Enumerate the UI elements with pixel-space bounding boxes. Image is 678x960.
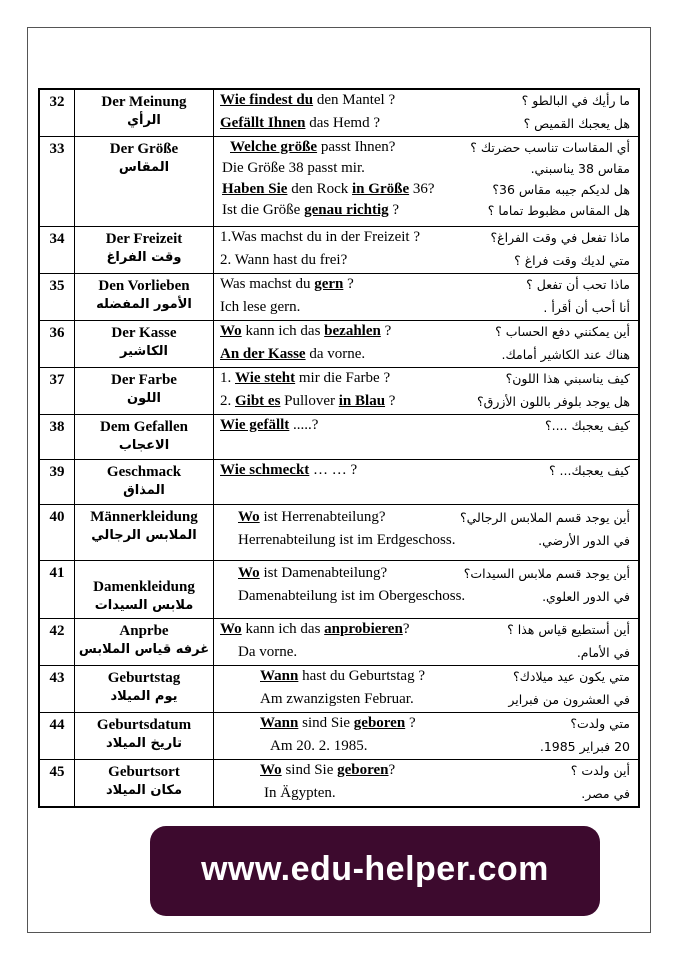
row-number: 42 bbox=[39, 619, 75, 666]
arabic-translation: أين ولدت ؟ bbox=[570, 763, 630, 778]
topic-german: Geschmack bbox=[106, 464, 182, 480]
sentence-text: 1. bbox=[220, 370, 235, 386]
topic-arabic: مكان الميلاد bbox=[105, 783, 182, 798]
row-number: 37 bbox=[39, 368, 75, 415]
sentence-text: ? bbox=[385, 393, 396, 409]
german-sentence bbox=[220, 229, 420, 246]
highlighted-phrase: Wo bbox=[260, 762, 282, 778]
vocab-row bbox=[39, 505, 639, 561]
example-line bbox=[214, 137, 638, 158]
arabic-translation: في الدور العلوي. bbox=[542, 589, 630, 604]
example-line bbox=[214, 619, 638, 642]
highlighted-phrase: Wo bbox=[220, 621, 242, 637]
topic-german: Männerkleidung bbox=[90, 509, 198, 525]
example-cell bbox=[214, 619, 640, 666]
highlighted-phrase: gern bbox=[314, 276, 344, 292]
topic-arabic: الكاشير bbox=[120, 344, 168, 359]
sentence-text: 2. bbox=[220, 393, 235, 409]
topic-arabic: الرأي bbox=[127, 113, 161, 128]
highlighted-phrase: bezahlen bbox=[324, 323, 381, 339]
sentence-text: 2. Wann hast du frei? bbox=[220, 252, 348, 268]
topic-arabic: تاريخ الميلاد bbox=[106, 736, 182, 751]
topic-cell bbox=[75, 666, 214, 713]
sentence-text: 36? bbox=[409, 181, 435, 197]
example-line bbox=[214, 297, 638, 320]
row-number: 39 bbox=[39, 460, 75, 505]
german-sentence bbox=[220, 417, 318, 434]
sentence-text: Herrenabteilung ist im Erdgeschoss. bbox=[238, 532, 456, 548]
sentence-text: .....? bbox=[289, 417, 319, 433]
example-cell bbox=[214, 666, 640, 713]
highlighted-phrase: Wie schmeckt bbox=[220, 462, 310, 478]
highlighted-phrase: Gefällt Ihnen bbox=[220, 115, 306, 131]
example-line bbox=[214, 415, 638, 438]
example-cell bbox=[214, 760, 640, 808]
row-number: 34 bbox=[39, 227, 75, 274]
german-sentence bbox=[220, 252, 347, 269]
vocab-row bbox=[39, 415, 639, 460]
sentence-text: kann ich das bbox=[241, 323, 325, 339]
german-sentence bbox=[230, 139, 395, 156]
arabic-translation: متي لديك وقت فراغ ؟ bbox=[514, 253, 630, 268]
arabic-translation: أين يوجد قسم الملابس الرجالي؟ bbox=[460, 510, 630, 525]
sentence-text: hast du Geburtstag ? bbox=[298, 668, 425, 684]
sentence-text: den Rock bbox=[287, 181, 353, 197]
topic-cell bbox=[75, 561, 214, 619]
topic-cell bbox=[75, 137, 214, 227]
sentence-text: ? bbox=[343, 276, 354, 292]
highlighted-phrase: genau richtig bbox=[304, 202, 389, 218]
highlighted-phrase: Wo bbox=[238, 565, 260, 581]
german-sentence bbox=[260, 715, 416, 732]
topic-german: Geburtstag bbox=[107, 670, 181, 686]
sentence-text: ? bbox=[405, 715, 416, 731]
row-number: 45 bbox=[39, 760, 75, 808]
arabic-translation: كيف يعجبك ....؟ bbox=[544, 418, 630, 433]
vocab-row bbox=[39, 713, 639, 760]
topic-german: Den Vorlieben bbox=[98, 278, 190, 294]
highlighted-phrase: geboren bbox=[337, 762, 389, 778]
vocab-row bbox=[39, 137, 639, 227]
arabic-translation: متي ولدت؟ bbox=[570, 716, 630, 731]
row-number: 40 bbox=[39, 505, 75, 561]
arabic-translation: أين أستطيع قياس هذا ؟ bbox=[507, 622, 630, 637]
website-url: www.edu-helper.com bbox=[201, 850, 549, 888]
arabic-translation: أين يمكنني دفع الحساب ؟ bbox=[495, 324, 630, 339]
sentence-text: sind Sie bbox=[281, 762, 338, 778]
row-number: 44 bbox=[39, 713, 75, 760]
example-cell bbox=[214, 274, 640, 321]
topic-arabic: الملابس الرجالي bbox=[91, 528, 197, 543]
german-sentence bbox=[222, 181, 435, 198]
sentence-text: ist Damenabteilung? bbox=[259, 565, 388, 581]
topic-german: Dem Gefallen bbox=[100, 419, 188, 435]
highlighted-phrase: anprobieren bbox=[324, 621, 403, 637]
example-line bbox=[214, 760, 638, 783]
german-sentence bbox=[222, 160, 365, 177]
german-sentence bbox=[220, 370, 390, 387]
vocab-row bbox=[39, 227, 639, 274]
example-cell bbox=[214, 561, 640, 619]
german-sentence bbox=[220, 346, 365, 363]
example-cell bbox=[214, 368, 640, 415]
sentence-text: ? bbox=[380, 323, 392, 339]
highlighted-phrase: Wie steht bbox=[235, 370, 296, 386]
german-sentence bbox=[220, 299, 300, 316]
german-sentence bbox=[238, 565, 387, 582]
highlighted-phrase: Wo bbox=[220, 323, 242, 339]
arabic-translation: في مصر. bbox=[581, 786, 630, 801]
highlighted-phrase: Welche größe bbox=[230, 139, 318, 155]
highlighted-phrase: in Größe bbox=[352, 181, 410, 197]
example-cell bbox=[214, 415, 640, 460]
example-line bbox=[214, 200, 638, 221]
arabic-translation: ما رأيك في البالطو ؟ bbox=[521, 93, 630, 108]
highlighted-phrase: in Blau bbox=[338, 393, 386, 409]
example-line bbox=[214, 563, 638, 586]
topic-cell bbox=[75, 227, 214, 274]
sentence-text: das Hemd ? bbox=[305, 115, 380, 131]
sentence-text: ist Herrenabteilung? bbox=[259, 509, 386, 525]
german-sentence bbox=[270, 738, 368, 755]
highlighted-phrase: Wo bbox=[238, 509, 260, 525]
example-line bbox=[214, 689, 638, 712]
topic-german: Der Meinung bbox=[101, 94, 187, 110]
arabic-translation: أي المقاسات تناسب حضرتك ؟ bbox=[470, 140, 630, 155]
topic-arabic: المقاس bbox=[118, 160, 170, 175]
sentence-text: kann ich das bbox=[241, 621, 325, 637]
arabic-translation: 20 فبراير 1985. bbox=[539, 739, 630, 754]
sentence-text: 1.Was machst du in der Freizeit ? bbox=[220, 229, 420, 245]
topic-arabic: اللون bbox=[127, 391, 161, 406]
vocab-row bbox=[39, 274, 639, 321]
topic-cell bbox=[75, 505, 214, 561]
topic-german: Damenkleidung bbox=[93, 579, 195, 595]
arabic-translation: كيف يناسبني هذا اللون؟ bbox=[505, 371, 630, 386]
german-sentence bbox=[220, 276, 354, 293]
sentence-text: Pullover bbox=[280, 393, 339, 409]
arabic-translation: هل يوجد بلوفر باللون الأزرق؟ bbox=[476, 394, 630, 409]
vocab-row bbox=[39, 619, 639, 666]
german-sentence bbox=[238, 509, 385, 526]
highlighted-phrase: Gibt es bbox=[235, 393, 281, 409]
topic-arabic: وقت الفراغ bbox=[106, 250, 182, 265]
example-line bbox=[214, 321, 638, 344]
topic-arabic: ملابس السيدات bbox=[94, 598, 194, 613]
arabic-translation: هل لديكم جيبه مقاس 36؟ bbox=[492, 182, 630, 197]
german-sentence bbox=[222, 202, 399, 219]
german-sentence bbox=[264, 785, 336, 802]
german-sentence bbox=[238, 588, 465, 605]
arabic-translation: متي يكون عيد ميلادك؟ bbox=[512, 669, 630, 684]
example-line bbox=[214, 460, 638, 483]
highlighted-phrase: An der Kasse bbox=[220, 346, 306, 362]
sentence-text: passt Ihnen? bbox=[317, 139, 396, 155]
sentence-text: Damenabteilung ist im Obergeschoss. bbox=[238, 588, 466, 604]
example-line bbox=[214, 113, 638, 136]
example-cell bbox=[214, 713, 640, 760]
german-sentence bbox=[220, 393, 395, 410]
topic-german: Anprbe bbox=[119, 623, 169, 639]
sentence-text: Am zwanzigsten Februar. bbox=[260, 691, 414, 707]
example-line bbox=[214, 344, 638, 367]
sentence-text: Da vorne. bbox=[238, 644, 298, 660]
german-sentence bbox=[220, 462, 357, 479]
topic-cell bbox=[75, 321, 214, 368]
topic-cell bbox=[75, 415, 214, 460]
arabic-translation: في الأمام. bbox=[576, 645, 630, 660]
sentence-text: da vorne. bbox=[305, 346, 366, 362]
topic-cell bbox=[75, 619, 214, 666]
website-banner bbox=[150, 826, 600, 916]
example-cell bbox=[214, 460, 640, 505]
topic-german: Der Größe bbox=[109, 141, 179, 157]
row-number: 43 bbox=[39, 666, 75, 713]
arabic-translation: ماذا تفعل في وقت الفراغ؟ bbox=[490, 230, 630, 245]
german-sentence bbox=[220, 323, 391, 340]
topic-arabic: الاعجاب bbox=[118, 438, 170, 453]
example-line bbox=[214, 530, 638, 553]
vocab-row bbox=[39, 561, 639, 619]
example-cell bbox=[214, 137, 640, 227]
vocab-row bbox=[39, 321, 639, 368]
example-cell bbox=[214, 505, 640, 561]
arabic-translation: في العشرون من فبراير bbox=[508, 692, 630, 707]
sentence-text: ? bbox=[402, 621, 410, 637]
example-line bbox=[214, 368, 638, 391]
row-number: 35 bbox=[39, 274, 75, 321]
highlighted-phrase: geboren bbox=[353, 715, 406, 731]
sentence-text: … … ? bbox=[309, 462, 358, 478]
arabic-translation: مقاس 38 يناسبني. bbox=[530, 161, 630, 176]
topic-german: Der Kasse bbox=[111, 325, 177, 341]
sentence-text: ? bbox=[388, 202, 400, 218]
sentence-text: In Ägypten. bbox=[264, 785, 336, 801]
german-sentence bbox=[260, 668, 425, 685]
sentence-text: Ist die Größe bbox=[222, 202, 305, 218]
arabic-translation: في الدور الأرضي. bbox=[538, 533, 630, 548]
arabic-translation: هناك عند الكاشير أمامك. bbox=[501, 347, 630, 362]
row-number: 38 bbox=[39, 415, 75, 460]
highlighted-phrase: Haben Sie bbox=[222, 181, 288, 197]
vocab-row bbox=[39, 460, 639, 505]
example-line bbox=[214, 666, 638, 689]
highlighted-phrase: Wie gefällt bbox=[220, 417, 290, 433]
row-number: 41 bbox=[39, 561, 75, 619]
sentence-text: den Mantel ? bbox=[313, 92, 396, 108]
topic-cell bbox=[75, 274, 214, 321]
example-line bbox=[214, 227, 638, 250]
example-line bbox=[214, 274, 638, 297]
arabic-translation: كيف يعجبك... ؟ bbox=[548, 463, 630, 478]
topic-arabic: يوم الميلاد bbox=[110, 689, 178, 704]
highlighted-phrase: Wann bbox=[260, 715, 299, 731]
sentence-text: sind Sie bbox=[298, 715, 354, 731]
topic-cell bbox=[75, 713, 214, 760]
german-sentence bbox=[238, 532, 455, 549]
example-line bbox=[214, 736, 638, 759]
topic-cell bbox=[75, 89, 214, 137]
arabic-translation: هل يعجبك القميص ؟ bbox=[523, 116, 630, 131]
example-line bbox=[214, 713, 638, 736]
row-number: 32 bbox=[39, 89, 75, 137]
vocab-row bbox=[39, 368, 639, 415]
topic-cell bbox=[75, 460, 214, 505]
topic-cell bbox=[75, 368, 214, 415]
row-number: 33 bbox=[39, 137, 75, 227]
example-cell bbox=[214, 89, 640, 137]
vocabulary-table bbox=[38, 88, 640, 808]
topic-cell bbox=[75, 760, 214, 808]
sentence-text: Die Größe 38 passt mir. bbox=[222, 160, 365, 176]
example-line bbox=[214, 179, 638, 200]
topic-arabic: الأمور المفضله bbox=[96, 297, 192, 312]
highlighted-phrase: Wie findest du bbox=[220, 92, 314, 108]
sentence-text: Am 20. 2. 1985. bbox=[270, 738, 368, 754]
highlighted-phrase: Wann bbox=[260, 668, 299, 684]
sentence-text: Ich lese gern. bbox=[220, 299, 301, 315]
topic-german: Geburtsort bbox=[108, 764, 180, 780]
example-cell bbox=[214, 321, 640, 368]
example-line bbox=[214, 158, 638, 179]
arabic-translation: هل المقاس مظبوط تماما ؟ bbox=[487, 203, 630, 218]
topic-german: Der Freizeit bbox=[105, 231, 183, 247]
german-sentence bbox=[238, 644, 297, 661]
sentence-text: ? bbox=[388, 762, 396, 778]
german-sentence bbox=[220, 621, 409, 638]
arabic-translation: أين يوجد قسم ملابس السيدات؟ bbox=[463, 566, 630, 581]
example-line bbox=[214, 250, 638, 273]
example-cell bbox=[214, 227, 640, 274]
example-line bbox=[214, 90, 638, 113]
topic-arabic: المذاق bbox=[123, 483, 165, 498]
sentence-text: mir die Farbe ? bbox=[295, 370, 391, 386]
example-line bbox=[214, 586, 638, 609]
topic-arabic: غرفه قياس الملابس bbox=[78, 642, 210, 657]
german-sentence bbox=[220, 92, 395, 109]
arabic-translation: أنا أحب أن أقرأ . bbox=[543, 300, 630, 315]
german-sentence bbox=[220, 115, 380, 132]
topic-german: Der Farbe bbox=[111, 372, 177, 388]
vocab-row bbox=[39, 666, 639, 713]
example-line bbox=[214, 783, 638, 806]
arabic-translation: ماذا تحب أن تفعل ؟ bbox=[526, 277, 630, 292]
example-line bbox=[214, 642, 638, 665]
example-line bbox=[214, 391, 638, 414]
row-number: 36 bbox=[39, 321, 75, 368]
example-line bbox=[214, 507, 638, 530]
topic-german: Geburtsdatum bbox=[96, 717, 192, 733]
vocab-row bbox=[39, 760, 639, 808]
sentence-text: Was machst du bbox=[220, 276, 315, 292]
vocab-row bbox=[39, 89, 639, 137]
german-sentence bbox=[260, 762, 395, 779]
german-sentence bbox=[260, 691, 414, 708]
